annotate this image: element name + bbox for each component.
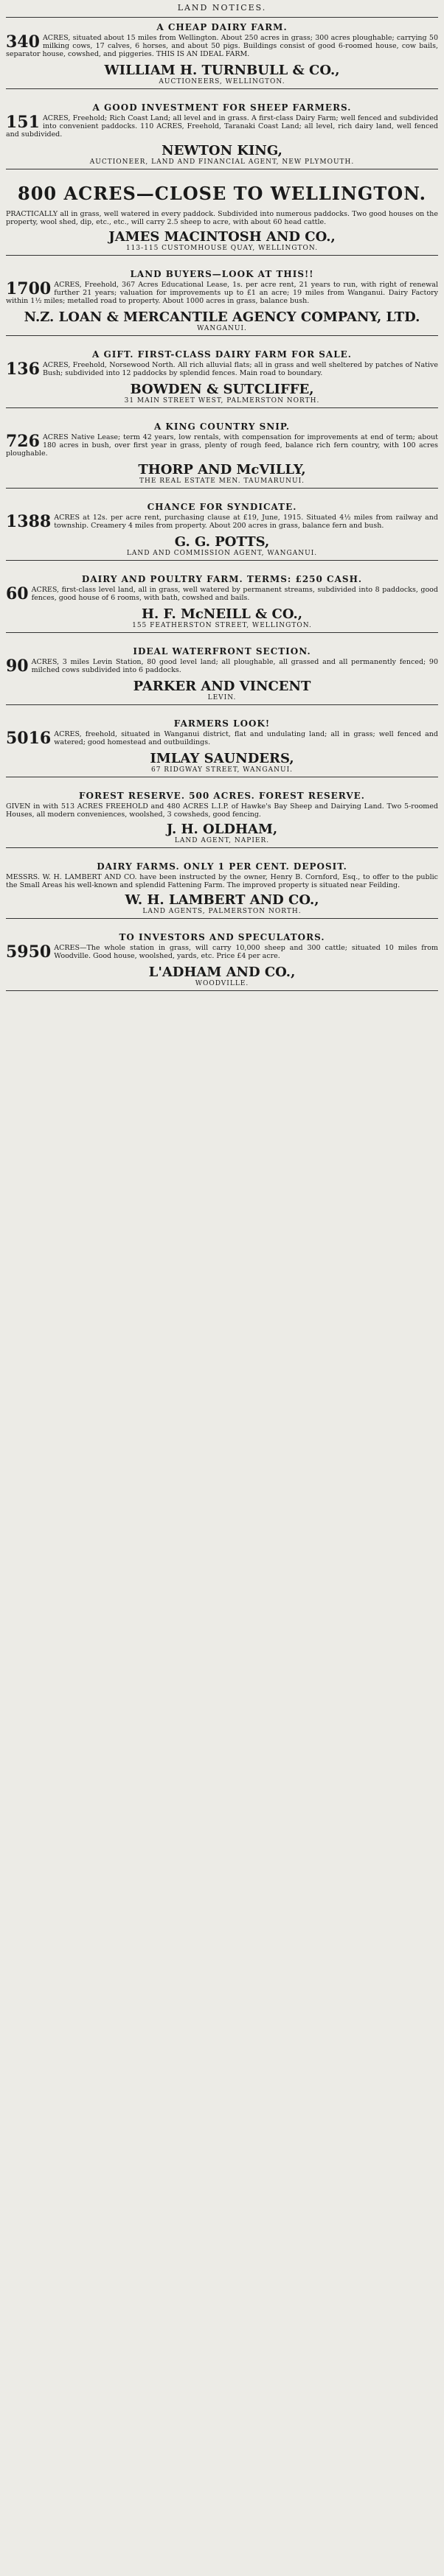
- land-notice: [6, 646, 438, 705]
- agent-name: WILLIAM H. TURNBULL & CO.,: [104, 63, 340, 78]
- agent-name: IMLAY SAUNDERS,: [150, 751, 294, 766]
- notice-body: [6, 114, 438, 139]
- agent-name: H. F. McNEILL & CO.,: [141, 606, 303, 622]
- divider: [6, 990, 438, 991]
- land-notice: [6, 718, 438, 777]
- divider: [6, 704, 438, 705]
- notice-acreage: 5016: [6, 729, 52, 748]
- land-notice: [6, 349, 438, 408]
- notice-body: [6, 433, 438, 458]
- land-notice: [6, 791, 438, 848]
- divider: [6, 88, 438, 89]
- notice-acreage: 340: [6, 32, 40, 52]
- newspaper-page: [6, 0, 438, 2576]
- notice-body: [6, 281, 438, 305]
- notice-body: [6, 210, 438, 226]
- agent-address: LAND AGENTS, PALMERSTON NORTH.: [142, 908, 302, 915]
- divider: [6, 918, 438, 919]
- land-notice: [6, 22, 438, 89]
- notice-text: GIVEN in with 513 ACRES FREEHOLD and 480 ACRES L.I.P. of Hawke's Bay Sheep and Dairying Land. Two 5-roomed Houses, all modern conveniences, woolshed, 3 cowsheds, good fencing.: [6, 802, 438, 819]
- agent-name: L'ADHAM AND CO.,: [148, 965, 296, 980]
- agent-address: WANGANUI.: [197, 325, 247, 332]
- notice-title: FARMERS LOOK!: [173, 718, 271, 729]
- section-title: LAND NOTICES.: [177, 3, 267, 13]
- notice-text: ACRES, first-class level land, all in grass, well watered by permanent streams, subdivided into 8 paddocks, good fences, good house of 6 rooms, with bath, cowshed and bails.: [31, 586, 438, 602]
- notice-banner: 800 ACRES—CLOSE TO WELLINGTON.: [18, 183, 426, 204]
- land-notice: [6, 574, 438, 633]
- notice-body: [6, 730, 438, 746]
- agent-address: LAND AND COMMISSION AGENT, WANGANUI.: [126, 550, 318, 557]
- agent-name: N.Z. LOAN & MERCANTILE AGENCY COMPANY, LTD.: [24, 309, 420, 325]
- notice-body: [6, 361, 438, 377]
- land-notice: [6, 502, 438, 561]
- agent-address: 67 RIDGWAY STREET, WANGANUI.: [150, 766, 294, 774]
- agent-name: G. G. POTTS,: [174, 534, 270, 550]
- notice-acreage: 136: [6, 360, 40, 379]
- agent-address: WOODVILLE.: [195, 980, 249, 987]
- divider: [6, 17, 438, 18]
- land-notice: [6, 102, 438, 169]
- notice-body: [6, 873, 438, 889]
- notice-acreage: 60: [6, 584, 29, 603]
- notice-title: FOREST RESERVE. 500 ACRES. FOREST RESERVE.: [79, 791, 365, 801]
- notice-title: A KING COUNTRY SNIP.: [153, 421, 291, 432]
- agent-address: 155 FEATHERSTON STREET, WELLINGTON.: [132, 622, 312, 629]
- notice-title: DAIRY FARMS. ONLY 1 PER CENT. DEPOSIT.: [97, 861, 347, 872]
- notice-text: ACRES at 12s. per acre rent, purchasing clause at £19, June, 1915. Situated 4½ miles from railway and township. Creamery 4 miles from property. About 200 acres in grass, balance fern and bush.: [54, 514, 438, 530]
- divider: [6, 407, 438, 408]
- notice-title: CHANCE FOR SYNDICATE.: [147, 502, 297, 512]
- agent-name: JAMES MACINTOSH AND CO.,: [108, 229, 336, 245]
- notice-title: IDEAL WATERFRONT SECTION.: [133, 646, 311, 657]
- land-notice: [6, 861, 438, 919]
- notice-acreage: 151: [6, 113, 40, 132]
- notice-title: A GIFT. FIRST-CLASS DAIRY FARM FOR SALE.: [92, 349, 352, 360]
- divider: [6, 335, 438, 336]
- agent-name: W. H. LAMBERT AND CO.,: [125, 892, 319, 908]
- notice-text: MESSRS. W. H. LAMBERT AND CO. have been instructed by the owner, Henry B. Cornford, Esq., to offer to the public the Small Areas his well-known and splendid Fattening Farm. The improved property is situated near Feilding.: [6, 873, 438, 889]
- divider: [6, 488, 438, 489]
- divider: [6, 255, 438, 256]
- land-notice: [6, 421, 438, 489]
- notice-title: DAIRY AND POULTRY FARM. TERMS: £250 CASH.: [81, 574, 363, 584]
- notice-body: [6, 34, 438, 58]
- notice-title: A GOOD INVESTMENT FOR SHEEP FARMERS.: [92, 102, 352, 113]
- notice-title: TO INVESTORS AND SPECULATORS.: [119, 932, 325, 942]
- notice-text: ACRES, Freehold, Norsewood North. All rich alluvial flats; all in grass and well sheltered by patches of Native Bush; subdivided into 12 paddocks by splendid fences. Main road to boundary.: [42, 361, 438, 377]
- notice-acreage: 5950: [6, 942, 52, 962]
- notices-list: [6, 22, 438, 991]
- agent-address: 113-115 CUSTOMHOUSE QUAY, WELLINGTON.: [125, 245, 319, 252]
- notice-text: ACRES, situated about 15 miles from Wellington. About 250 acres in grass; 300 acres ploughable; carrying 50 milking cows, 17 calves, 6 horses, and about 50 pigs. Buildings consist of good 6-roomed house, cow bails, separator house, cowshed, and piggeries. THIS IS AN IDEAL FARM.: [6, 34, 438, 58]
- notice-text: ACRES, Freehold; Rich Coast Land; all level and in grass. A first-class Dairy Farm; well fenced and subdivided into convenient paddocks. 110 ACRES, Freehold, Taranaki Coast Land; all level, rich dairy land, well fenced and subdivided.: [6, 114, 438, 139]
- land-notice: [6, 932, 438, 991]
- notice-title: LAND BUYERS—LOOK AT THIS!!: [130, 269, 314, 279]
- notice-acreage: 1388: [6, 512, 52, 531]
- agent-name: THORP AND McVILLY,: [138, 462, 306, 477]
- notice-acreage: 90: [6, 657, 29, 676]
- notice-text: PRACTICALLY all in grass, well watered in every paddock. Subdivided into numerous paddocks. Two good houses on the property, wool shed, dip, etc., etc., will carry 2.5 sheep to acre, with about 60 head cattle.: [6, 210, 438, 226]
- agent-address: AUCTIONEERS, WELLINGTON.: [159, 78, 285, 85]
- notice-body: [6, 658, 438, 674]
- agent-address: AUCTIONEER, LAND AND FINANCIAL AGENT, NEW PLYMOUTH.: [89, 158, 355, 166]
- notice-text: ACRES Native Lease; term 42 years, low rentals, with compensation for improvements at end of term; about 180 acres in bush, over first year in grass, plenty of rough feed, balance rich fern country, with 100 acres ploughable.: [6, 433, 438, 458]
- land-notice: [6, 183, 438, 256]
- agent-address: 31 MAIN STREET WEST, PALMERSTON NORTH.: [124, 397, 320, 405]
- land-notice: [6, 269, 438, 336]
- agent-address: THE REAL ESTATE MEN. TAUMARUNUI.: [139, 477, 305, 485]
- notice-body: [6, 802, 438, 819]
- agent-name: PARKER AND VINCENT: [133, 679, 311, 694]
- agent-name: J. H. OLDHAM,: [166, 822, 278, 837]
- divider: [6, 632, 438, 633]
- notice-title: A CHEAP DAIRY FARM.: [156, 22, 288, 32]
- notice-body: [6, 514, 438, 530]
- notice-text: ACRES, 3 miles Levin Station, 80 good level land; all ploughable, all grassed and all permanently fenced; 90 milched cows subdivided into 6 paddocks.: [31, 658, 438, 674]
- notice-text: ACRES, Freehold, 367 Acres Educational Lease, 1s. per acre rent, 21 years to run, with right of renewal further 21 years; valuation for improvements up to £1 an acre; 19 miles from Wanganui. Dairy Factory within 1½ miles; metalled road to property. About 1000 acres in grass, balance bush.: [6, 281, 438, 305]
- notice-text: ACRES, freehold, situated in Wanganui district, flat and undulating land; all in grass; well fenced and watered; good homestead and outbuildings.: [54, 730, 438, 746]
- agent-name: BOWDEN & SUTCLIFFE,: [130, 382, 314, 397]
- notice-acreage: 1700: [6, 279, 52, 298]
- agent-name: NEWTON KING,: [162, 143, 282, 158]
- agent-address: LAND AGENT, NAPIER.: [174, 837, 270, 844]
- notice-acreage: 726: [6, 432, 40, 451]
- notice-body: [6, 944, 438, 960]
- divider: [6, 847, 438, 848]
- notice-text: ACRES—The whole station in grass, will carry 10,000 sheep and 300 cattle; situated 10 miles from Woodville. Good house, woolshed, yards, etc. Price £4 per acre.: [54, 944, 438, 960]
- divider: [6, 560, 438, 561]
- agent-address: LEVIN.: [207, 694, 237, 701]
- notice-body: [6, 586, 438, 602]
